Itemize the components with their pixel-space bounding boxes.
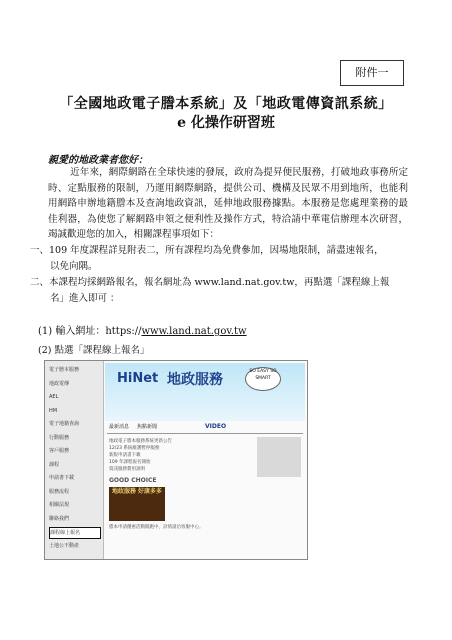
sidebar-item[interactable]: 服務流程 — [49, 488, 70, 495]
choice-label: GOOD CHOICE — [109, 477, 157, 484]
sidebar-item[interactable]: 電子謄本服務 — [49, 367, 80, 373]
doc-subtitle: e 化操作研習班 — [177, 115, 275, 131]
sidebar-item-course-signup[interactable]: 課程線上報名 — [49, 527, 101, 539]
banner-bubble: SO EASY SO SMART — [245, 367, 281, 391]
doc-title: 「全國地政電子謄本系統」及「地政電傳資訊系統」 — [59, 96, 393, 112]
item1-line2: 以免向隅。 — [50, 260, 98, 272]
sidebar-item[interactable]: 客戶服務 — [49, 448, 70, 454]
tab-focus[interactable]: 焦點新聞 — [137, 424, 158, 430]
sidebar-item[interactable]: 聯絡我們 — [49, 515, 70, 522]
sidebar-item[interactable]: 課程 — [49, 461, 60, 468]
sidebar-item[interactable]: 申請書下載 — [49, 475, 75, 481]
greeting: 親愛的地政業者您好： — [48, 155, 148, 166]
url-label: (1) 輸入網址：https:// — [38, 326, 142, 337]
list-item — [30, 243, 410, 274]
item1-line1: 一、109 年度課程詳見附表二，所有課程均為免費參加，因場地限制，請盡速報名， — [30, 245, 384, 256]
website-screenshot — [44, 360, 308, 560]
banner-brand: HiNet — [117, 371, 159, 386]
item2-line1: 二、本課程均採網路報名，報名網址為 www.land.nat.gov.tw，再點選「課程線上報 — [30, 277, 390, 288]
intro-text: 近年來，網際網路在全球快速的發展，政府為提昇便民服務，打破地政事務所定時、定點服務的限制，乃運用網際網路，提供公司、機構及民眾不用到地所，也能利用網路申辦地籍謄本及查詢地政資訊，延伸地政服務據點。本服務是您處理業務的最佳利器，為使您了解網路申領之便利性及操作方式，特洽請中華電信辦理本次研習，竭誠歡迎您的加入，相關課程事項如下： — [48, 167, 408, 240]
news-item[interactable]: 資訊服務費用說明 — [109, 467, 145, 472]
screenshot-banner — [105, 363, 305, 421]
intro-paragraph — [48, 165, 408, 243]
sidebar-item[interactable]: 土地公不動產 — [49, 542, 80, 549]
tab-latest[interactable]: 最新消息 — [109, 424, 130, 430]
side-image — [257, 437, 301, 477]
item2-line2: 名」進入即可 ： — [50, 292, 120, 304]
banner-title: 地政服務 — [167, 372, 223, 388]
click-instruction: (2) 點選「課程線上報名」 — [38, 345, 150, 356]
sidebar-item[interactable]: 行動服務 — [49, 434, 70, 441]
sidebar-item[interactable]: 電子地籍查詢 — [49, 421, 80, 427]
promo-text: 謄本申請優惠活動開跑中，詳情請洽客服中心。 — [109, 525, 204, 530]
news-item[interactable]: 地政電子謄本服務系統更新公告 — [109, 439, 172, 444]
sidebar-item[interactable]: AEL — [49, 394, 59, 400]
news-item[interactable]: 109 年課程報名開始 — [109, 460, 151, 465]
sidebar-item[interactable]: 相關法規 — [49, 502, 70, 508]
news-item[interactable]: 新版申請書下載 — [109, 453, 141, 458]
list-item — [30, 275, 410, 306]
screenshot-sidebar — [45, 361, 104, 559]
news-item[interactable]: 12/23 系統維護暫停服務 — [109, 446, 160, 451]
sidebar-item[interactable]: HM — [49, 407, 58, 414]
url-instruction — [38, 322, 247, 337]
attachment-label: 附件一 — [340, 60, 404, 86]
sidebar-item[interactable]: 地政電傳 — [49, 380, 70, 387]
video-label: VIDEO — [205, 423, 227, 430]
promo-image: 地政服務 好康多多 — [109, 487, 165, 521]
url-link[interactable]: www.land.nat.gov.tw — [141, 326, 247, 337]
